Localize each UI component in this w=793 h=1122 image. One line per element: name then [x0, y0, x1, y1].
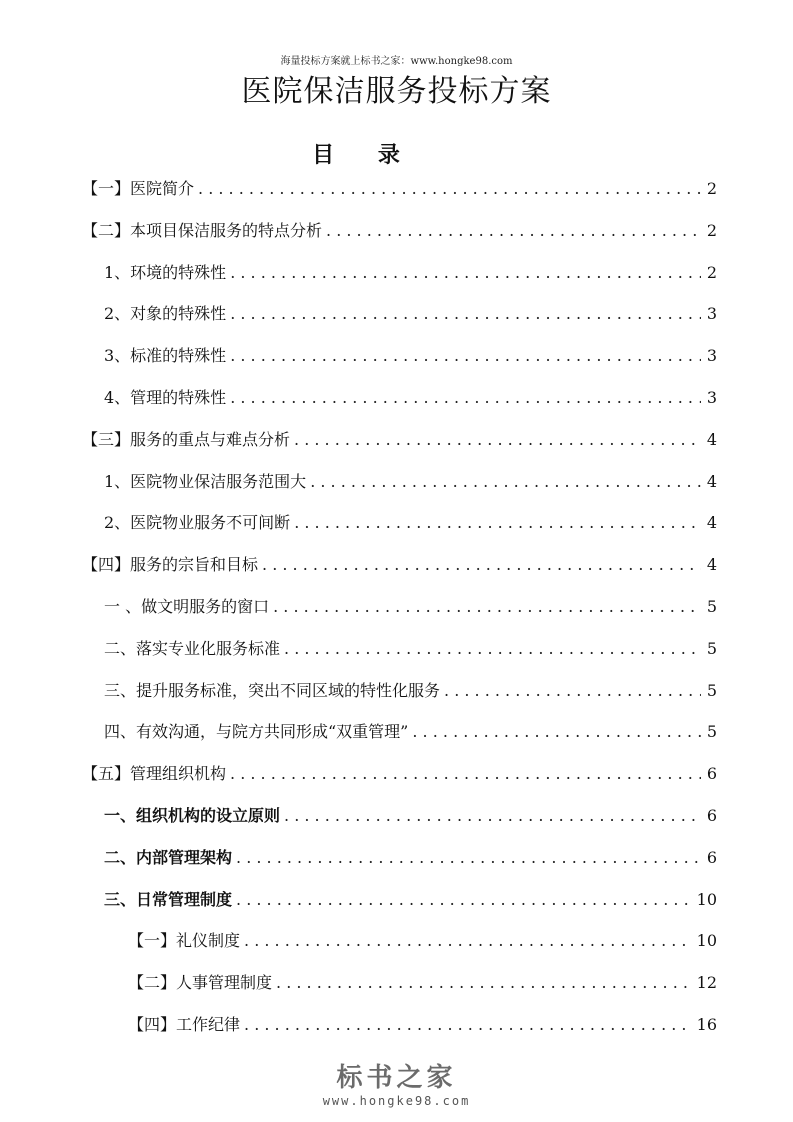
toc-leader-dots: [310, 467, 701, 497]
document-title: 医院保洁服务投标方案: [241, 74, 552, 109]
toc-entry-label: 2、对象的特殊性: [104, 304, 227, 324]
toc-entry-page: 3: [706, 346, 717, 366]
toc-entry-label: 二、落实专业化服务标准: [104, 638, 281, 658]
toc-leader-dots: [444, 676, 701, 706]
toc-leader-dots: [230, 341, 701, 371]
toc-entry-page: 2: [706, 220, 717, 240]
toc-entry[interactable]: [104, 801, 717, 831]
toc-entry[interactable]: [104, 885, 717, 915]
toc-entry[interactable]: [104, 383, 717, 413]
toc-entry-label: 一、组织机构的设立原则: [104, 806, 281, 825]
toc-entry-page: 12: [696, 973, 717, 993]
toc-entry[interactable]: [82, 550, 717, 580]
toc-entry-page: 5: [706, 597, 717, 616]
toc-entry-page: 3: [706, 388, 717, 407]
toc-entry-label: 【四】服务的宗旨和目标: [82, 555, 259, 575]
toc-entry-label: 3、标准的特殊性: [104, 346, 227, 366]
toc-leader-dots: [230, 299, 701, 329]
toc-leader-dots: [326, 216, 701, 246]
toc-entry[interactable]: [82, 425, 717, 455]
toc-entry-page: 16: [696, 1015, 717, 1034]
toc-leader-dots: [412, 717, 701, 747]
toc-entry[interactable]: [104, 592, 717, 622]
toc-leader-dots: [294, 425, 701, 455]
toc-entry-label: 4、管理的特殊性: [104, 388, 227, 407]
toc-entry[interactable]: [104, 467, 717, 497]
toc-entry-page: 5: [706, 638, 717, 658]
toc-entry[interactable]: [104, 843, 717, 873]
toc-entry[interactable]: [82, 174, 717, 204]
toc-leader-dots: [198, 174, 701, 204]
toc-leader-dots: [230, 759, 701, 789]
watermark-logo: 标书之家: [336, 1063, 457, 1093]
toc-entry-label: 【二】本项目保洁服务的特点分析: [82, 220, 323, 240]
toc-leader-dots: [230, 383, 701, 413]
toc-entry-page: 3: [706, 304, 717, 324]
toc-entry[interactable]: [104, 258, 717, 288]
toc-entry-label: 二、内部管理架构: [104, 847, 233, 867]
toc-entry-label: 四、有效沟通，与院方共同形成“双重管理”: [104, 722, 409, 742]
toc-entry[interactable]: [104, 676, 717, 706]
toc-entry[interactable]: [104, 299, 717, 329]
toc-leader-dots: [294, 508, 701, 538]
toc-entry-label: 三、日常管理制度: [104, 889, 233, 909]
toc-entry-page: 4: [706, 429, 717, 449]
toc-entry-label: 【二】人事管理制度: [128, 973, 273, 993]
toc-entry[interactable]: [104, 717, 717, 747]
toc-leader-dots: [273, 592, 701, 622]
toc-leader-dots: [276, 968, 693, 998]
toc-leader-dots: [236, 843, 701, 873]
toc-entry-page: 6: [706, 847, 717, 867]
toc-entry-label: 1、医院物业保洁服务范围大: [104, 471, 307, 491]
toc-entry-label: 【三】服务的重点与难点分析: [82, 429, 291, 449]
toc-entry[interactable]: [104, 634, 717, 664]
toc-entry-page: 2: [706, 179, 717, 198]
toc-entry-label: 三、提升服务标准，突出不同区域的特性化服务: [104, 680, 441, 700]
toc-entry-label: 【一】礼仪制度: [128, 931, 241, 951]
toc-entry-label: 【五】管理组织机构: [82, 764, 227, 784]
toc-entry-page: 4: [706, 471, 717, 491]
toc-entry-page: 4: [706, 513, 717, 533]
toc-leader-dots: [284, 801, 701, 831]
toc-entry-page: 10: [696, 889, 717, 909]
toc-entry-label: 2、医院物业服务不可间断: [104, 513, 291, 533]
toc-entry[interactable]: [128, 926, 717, 956]
toc-leader-dots: [262, 550, 701, 580]
toc-leader-dots: [284, 634, 701, 664]
toc-entry[interactable]: [82, 759, 717, 789]
toc-entry[interactable]: [104, 341, 717, 371]
toc-entry-page: 6: [706, 806, 717, 825]
toc-leader-dots: [244, 926, 693, 956]
toc-leader-dots: [244, 1010, 693, 1040]
toc-heading: 目 录: [312, 142, 418, 168]
toc-leader-dots: [236, 885, 693, 915]
toc-entry[interactable]: [104, 508, 717, 538]
toc-entry-label: 1、环境的特殊性: [104, 262, 227, 282]
toc-entry[interactable]: [82, 216, 717, 246]
watermark-url: www.hongke98.com: [322, 1094, 471, 1108]
watermark: [0, 1062, 793, 1108]
toc-entry-label: 【一】医院简介: [82, 179, 195, 198]
toc-entry-page: 2: [706, 262, 717, 282]
toc-entry-page: 6: [706, 764, 717, 784]
toc-entry-page: 10: [696, 931, 717, 951]
toc-entry-label: 一 、做文明服务的窗口: [104, 597, 270, 616]
toc-entry[interactable]: [128, 968, 717, 998]
toc-entry-page: 4: [706, 555, 717, 575]
toc-leader-dots: [230, 258, 701, 288]
header-note: 海量投标方案就上标书之家：www.hongke98.com: [280, 56, 513, 67]
toc-entry-page: 5: [706, 680, 717, 700]
toc-entry-label: 【四】工作纪律: [128, 1015, 241, 1034]
toc-entry-page: 5: [706, 722, 717, 742]
toc-entry[interactable]: [128, 1010, 717, 1040]
